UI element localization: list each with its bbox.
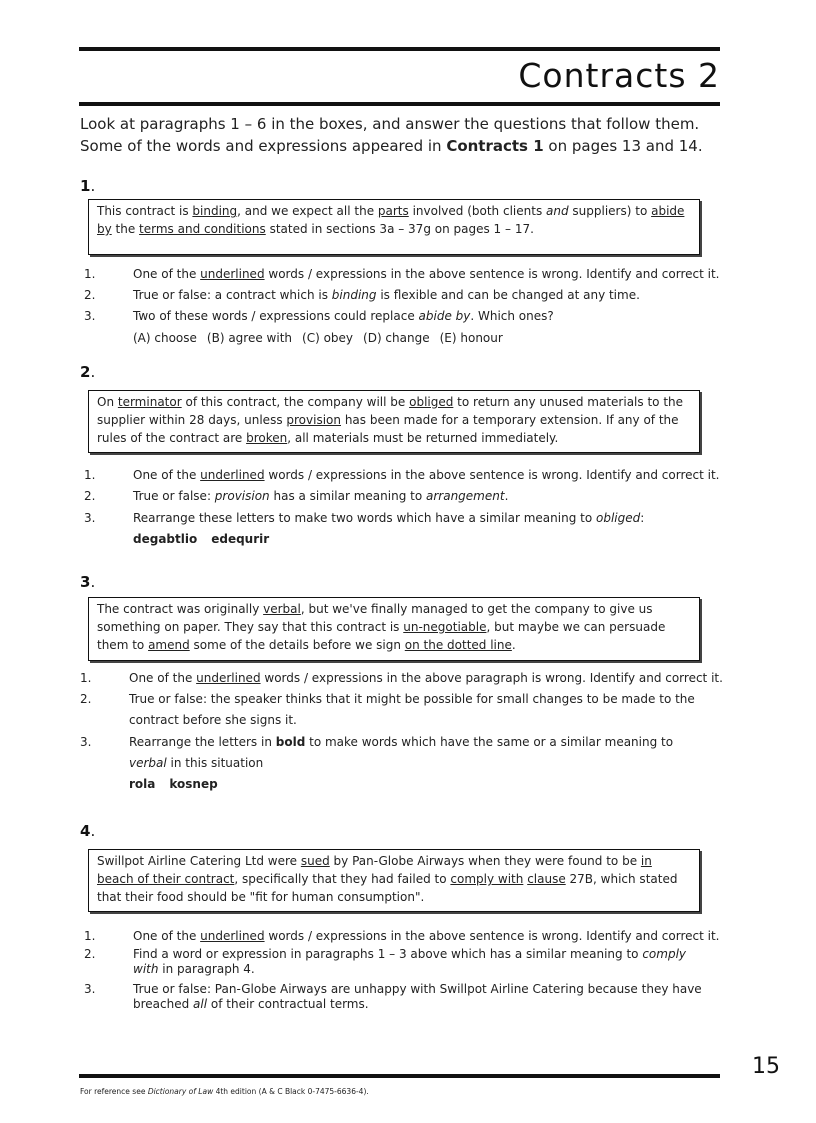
question-3-2: 2. True or false: the speaker thinks that it might be possible for small changes to be made to the contract before she signs it. — [80, 692, 695, 727]
question-3-1: 1. One of the underlined words / expressions in the above paragraph is wrong. Identify and correct it. — [80, 671, 723, 685]
question-2-1: 1. One of the underlined words / expressions in the above sentence is wrong. Identify and correct it. — [84, 468, 720, 482]
top-rule — [79, 47, 720, 51]
title-rule — [79, 102, 720, 106]
scrambled-word: rola — [129, 777, 156, 791]
question-2-3: 3. Rearrange these letters to make two words which have a similar meaning to obliged: — [84, 511, 645, 525]
section-number-2: 2. — [80, 363, 96, 381]
question-4-1: 1. One of the underlined words / expressions in the above sentence is wrong. Identify and correct it. — [84, 929, 720, 943]
footer-reference: For reference see Dictionary of Law 4th edition (A & C Black 0-7475-6636-4). — [80, 1087, 369, 1096]
scrambled-word: degabtlio — [133, 532, 198, 546]
scrambled-words-2 — [133, 529, 283, 550]
page-title: Contracts 2 — [518, 56, 720, 95]
scrambled-words-3 — [129, 774, 232, 795]
question-1-3: 3. Two of these words / expressions could replace abide by. Which ones? — [84, 309, 554, 323]
question-1-1: 1. One of the underlined words / expressions in the above sentence is wrong. Identify and correct it. — [84, 267, 720, 281]
paragraph-box-4: Swillpot Airline Catering Ltd were sued by Pan-Globe Airways when they were found to be in beach of their contract, specifically that they had failed to comply with clause 27B, which stated that their food should be "fit for human consumption". — [88, 849, 700, 912]
section-number-4: 4. — [80, 822, 96, 840]
question-1-2: 2. True or false: a contract which is binding is flexible and can be changed at any time. — [84, 288, 640, 302]
option: (B) agree with — [206, 331, 293, 345]
option: (C) obey — [302, 331, 354, 345]
bottom-rule — [79, 1074, 720, 1078]
question-3-3: 3. Rearrange the letters in bold to make words which have the same or a similar meaning to verbal in this situation — [80, 735, 674, 770]
answer-options-1 — [133, 328, 513, 349]
paragraph-box-3: The contract was originally verbal, but we've finally managed to get the company to give us something on paper. They say that this contract is un-negotiable, but maybe we can persuade them to amend some of the details before we sign on the dotted line. — [88, 597, 700, 661]
section-number-3: 3. — [80, 573, 96, 591]
paragraph-box-2: On terminator of this contract, the company will be obliged to return any unused materials to the supplier within 28 days, unless provision has been made for a temporary extension. If any of the rules of the contract are broken, all materials must be returned immediately. — [88, 390, 700, 453]
question-4-2: 2. Find a word or expression in paragraphs 1 – 3 above which has a similar meaning to comply with in paragraph 4. — [84, 947, 687, 976]
option: (E) honour — [439, 331, 503, 345]
intro-paragraph: Look at paragraphs 1 – 6 in the boxes, and answer the questions that follow them. Some of the words and expressions appeared in Contracts 1 on pages 13 and 14. — [80, 115, 703, 155]
option: (A) choose — [133, 331, 197, 345]
paragraph-box-1: This contract is binding, and we expect all the parts involved (both clients and suppliers) to abide by the terms and conditions stated in sections 3a – 37g on pages 1 – 17. — [88, 199, 700, 255]
question-2-2: 2. True or false: provision has a similar meaning to arrangement. — [84, 489, 509, 503]
question-4-3: 3. True or false: Pan-Globe Airways are unhappy with Swillpot Airline Catering because they have breached all of their contractual terms. — [84, 982, 702, 1011]
scrambled-word: edequrir — [211, 532, 270, 546]
option: (D) change — [363, 331, 430, 345]
section-number-1: 1. — [80, 177, 96, 195]
page-number: 15 — [752, 1054, 780, 1079]
scrambled-word: kosnep — [169, 777, 218, 791]
